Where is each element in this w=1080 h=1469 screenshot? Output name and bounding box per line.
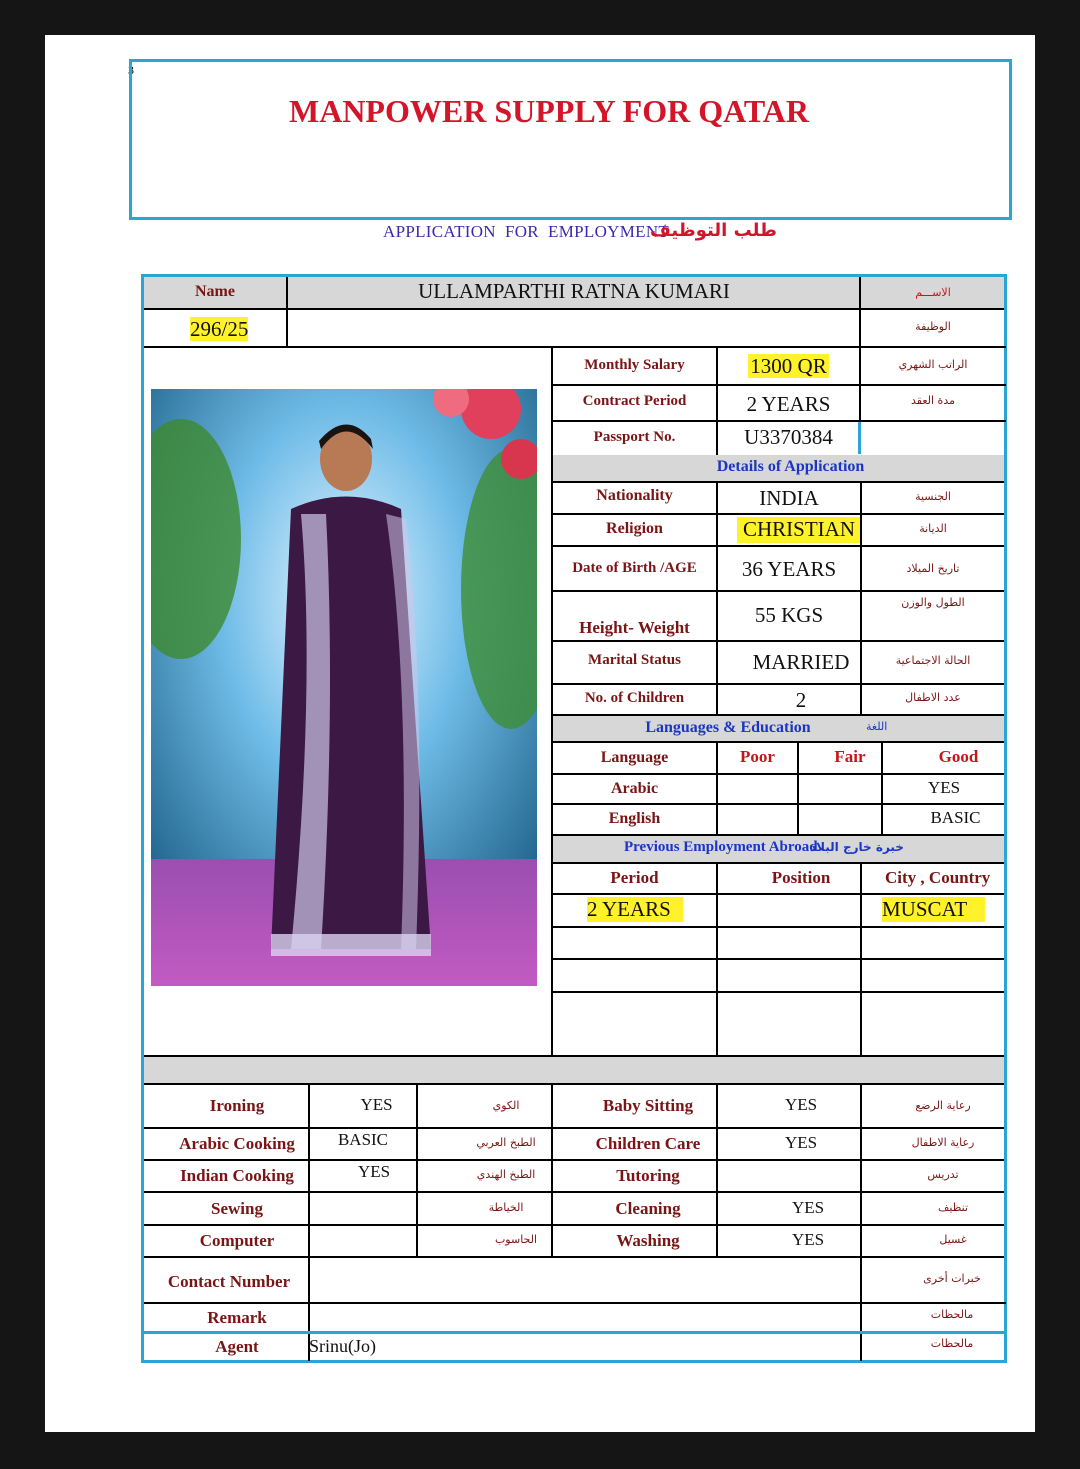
- dob-label: Date of Birth /AGE: [572, 560, 697, 576]
- marital-label-arabic: الحالة الاجتماعية: [895, 654, 971, 667]
- skill-washing-arabic: غسيل: [939, 1233, 967, 1246]
- skill-cleaning-value: YES: [791, 1198, 825, 1217]
- form-subtitle: APPLICATION FOR EMPLOYMENT: [383, 222, 670, 241]
- agent-label: Agent: [215, 1337, 259, 1356]
- language-arabic-good: YES: [927, 778, 961, 797]
- agent-value: Srinu(Jo): [309, 1336, 376, 1356]
- height-weight-label-arabic: الطول والوزن: [901, 596, 965, 609]
- languages-section-title: Languages & Education: [645, 719, 811, 736]
- language-arabic-label: Arabic: [610, 780, 659, 797]
- header-box: [129, 59, 1012, 220]
- fair-col-header: Fair: [834, 747, 866, 766]
- children-value: 2: [795, 688, 807, 712]
- language-english-good: BASIC: [930, 808, 981, 827]
- skill-computer-label: Computer: [199, 1231, 275, 1250]
- details-section-title: Details of Application: [716, 458, 865, 475]
- skill-arabic-cooking-value: BASIC: [337, 1130, 389, 1149]
- height-weight-label: Height- Weight: [579, 618, 690, 637]
- contact-arabic: خبرات أخرى: [923, 1272, 981, 1285]
- skill-tutoring-arabic: تدريس: [927, 1168, 959, 1181]
- passport-value: U3370384: [744, 425, 833, 449]
- skill-children-care-arabic: رعاية الاطفال: [911, 1136, 975, 1149]
- monthly-salary-value: 1300 QR: [750, 354, 827, 378]
- dob-value: 36 YEARS: [741, 557, 837, 581]
- remark-arabic: مالحظات: [930, 1308, 974, 1321]
- language-col-header: Language: [600, 749, 669, 766]
- dob-label-arabic: تاريخ الميلاد: [906, 562, 960, 575]
- skill-arabic-cooking-arabic: الطبخ العربي: [476, 1136, 536, 1149]
- good-col-header: Good: [938, 747, 979, 766]
- children-label: No. of Children: [584, 690, 685, 706]
- skill-baby-sitting-label: Baby Sitting: [602, 1096, 694, 1115]
- corner-mark: 3: [128, 63, 134, 77]
- skill-baby-sitting-arabic: رعاية الرضع: [915, 1099, 971, 1112]
- agent-arabic: مالحظات: [930, 1337, 974, 1350]
- document-title: MANPOWER SUPPLY FOR QATAR: [289, 93, 809, 129]
- skills-divider-band: [144, 1057, 1004, 1083]
- children-label-arabic: عدد الاطفال: [905, 691, 961, 704]
- skill-children-care-label: Children Care: [595, 1134, 701, 1153]
- nationality-label-arabic: الجنسية: [915, 490, 951, 503]
- skill-cleaning-arabic: تنظيف: [937, 1201, 969, 1214]
- skill-indian-cooking-arabic: الطبخ الهندي: [476, 1168, 536, 1181]
- remark-label: Remark: [207, 1308, 267, 1327]
- religion-label: Religion: [606, 520, 663, 537]
- religion-value: CHRISTIAN: [737, 517, 860, 543]
- contract-label-arabic: مدة العقد: [911, 394, 955, 407]
- skill-sewing-label: Sewing: [211, 1199, 263, 1218]
- position-col-header: Position: [771, 868, 831, 887]
- contract-period-label: Contract Period: [582, 393, 687, 409]
- skill-washing-value: YES: [791, 1230, 825, 1249]
- marital-status-label: Marital Status: [588, 652, 681, 668]
- salary-label-arabic: الراتب الشهري: [898, 358, 968, 371]
- employment-title-arabic: خبرة خارج البلاد: [810, 840, 904, 854]
- religion-label-arabic: الديانة: [919, 522, 947, 535]
- reference-number: 296/25: [190, 317, 249, 341]
- skill-arabic-cooking-label: Arabic Cooking: [179, 1134, 295, 1153]
- marital-status-value: MARRIED: [752, 650, 850, 674]
- name-label-arabic: الاســـم: [915, 286, 951, 299]
- nationality-label: Nationality: [596, 487, 673, 504]
- name-label: Name: [195, 283, 235, 300]
- skill-tutoring-label: Tutoring: [616, 1166, 680, 1185]
- skill-cleaning-label: Cleaning: [615, 1199, 681, 1218]
- poor-col-header: Poor: [740, 747, 775, 766]
- skill-baby-sitting-value: YES: [784, 1095, 818, 1114]
- skill-sewing-arabic: الخياطة: [488, 1201, 524, 1214]
- skill-washing-label: Washing: [616, 1231, 680, 1250]
- skill-children-care-value: YES: [784, 1133, 818, 1152]
- applicant-name: ULLAMPARTHI RATNA KUMARI: [418, 279, 730, 303]
- employment-city-value: MUSCAT: [882, 897, 985, 922]
- languages-title-arabic: اللغة: [866, 720, 888, 733]
- language-english-label: English: [608, 810, 661, 827]
- skill-indian-cooking-value: YES: [357, 1162, 391, 1181]
- contract-period-value: 2 YEARS: [746, 392, 831, 416]
- monthly-salary-label: Monthly Salary: [584, 357, 685, 373]
- form-subtitle-arabic: طلب التوظيف: [650, 220, 777, 241]
- period-col-header: Period: [610, 868, 659, 887]
- passport-label: Passport No.: [593, 429, 676, 445]
- skill-ironing-value: YES: [360, 1095, 393, 1114]
- employment-period-value: 2 YEARS: [587, 897, 683, 922]
- skill-ironing-label: Ironing: [209, 1096, 265, 1115]
- nationality-value: INDIA: [759, 486, 819, 510]
- skill-indian-cooking-label: Indian Cooking: [180, 1166, 294, 1185]
- skill-computer-arabic: الحاسوب: [494, 1233, 538, 1246]
- applicant-photo: [151, 389, 537, 986]
- contact-number-label: Contact Number: [167, 1272, 291, 1291]
- city-country-col-header: City , Country: [885, 868, 991, 887]
- employment-section-title: Previous Employment Abroad: [624, 839, 818, 855]
- height-weight-value: 55 KGS: [754, 603, 824, 627]
- skill-ironing-arabic: الكوي: [492, 1099, 520, 1112]
- job-label-arabic: الوظيفة: [915, 320, 951, 333]
